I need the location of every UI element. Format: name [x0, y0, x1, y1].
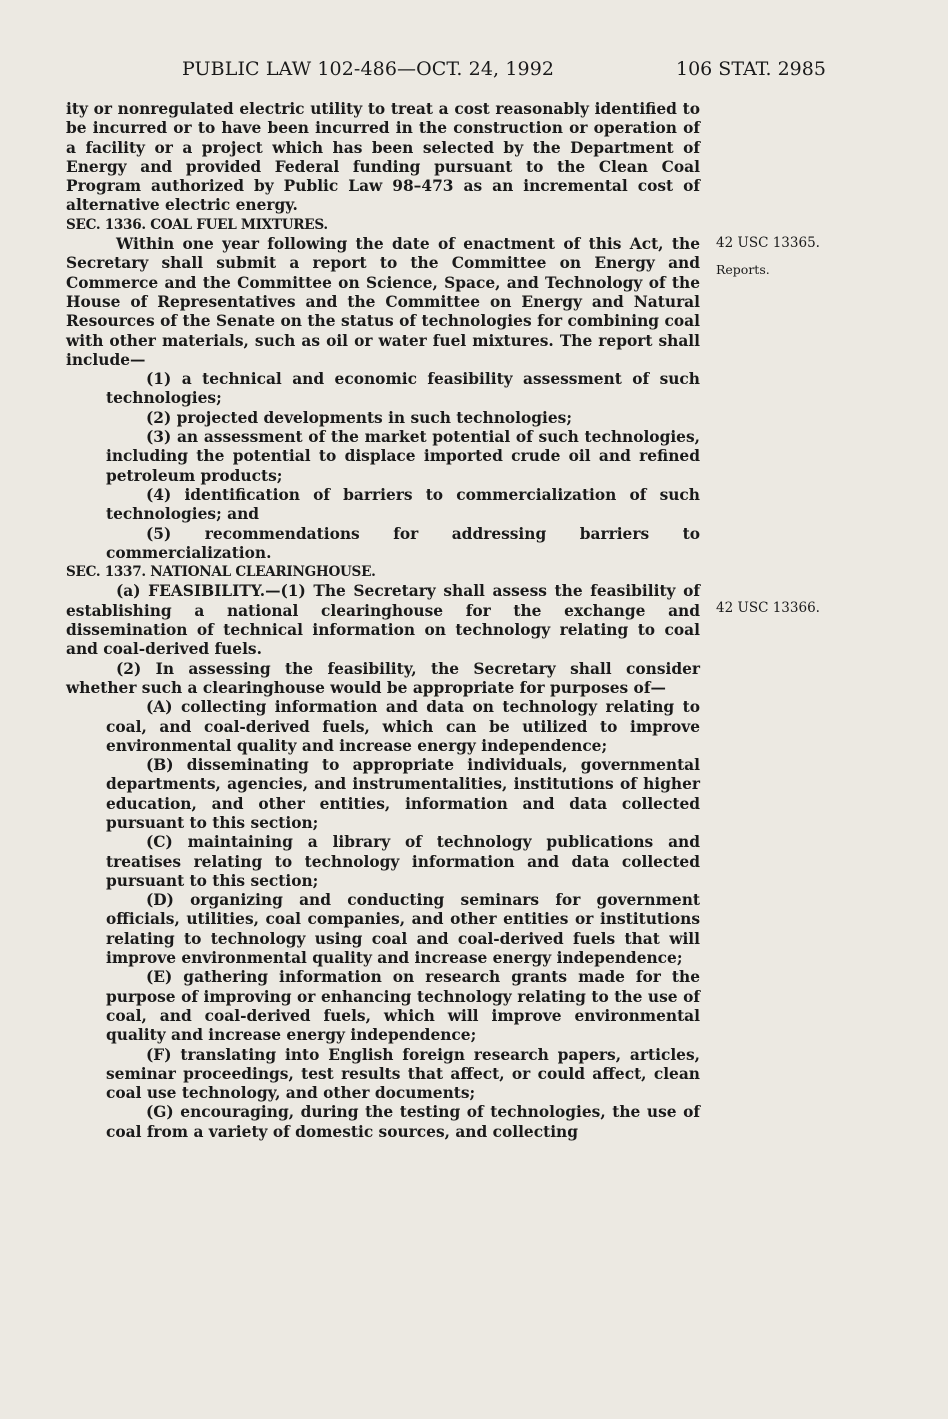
list-item: (1) a technical and economic feasibility assessment of such technologies;: [106, 370, 700, 408]
list-item: (E) gathering information on research grants made for the purpose of improving or enhancing technology relating to the use of coal, and coal-derived fuels, which will improve environmental quality and increase energy independence;: [106, 968, 700, 1045]
list-item: (F) translating into English foreign research papers, articles, seminar proceedings, test results that affect, or could affect, clean coal use technology, and other documents;: [106, 1045, 700, 1103]
list-item: (2) projected developments in such technologies;: [146, 408, 573, 427]
section-1337-list: [66, 698, 700, 1142]
section-1337-para-2: (2) In assessing the feasibility, the Secretary shall consider whether such a clearinghouse would be appropriate for purposes of—: [66, 659, 700, 697]
section-1336-heading: SEC. 1336. COAL FUEL MIXTURES.: [66, 216, 328, 233]
list-item: (A) collecting information and data on technology relating to coal, and coal-derived fuels, which can be utilized to improve environmental quality and increase energy independence;: [106, 698, 700, 755]
statute-page-number: 106 STAT. 2985: [676, 58, 826, 80]
section-1336-text: Within one year following the date of enactment of this Act, the Secretary shall submit a report to the Committee on Energy and Commerce and the Committee on Science, Space, and Technology of the House of Representatives and the Committee on Energy and Natural Resources of the Senate on the status of technologies for combining coal with other materials, such as oil or water fuel mixtures. The report shall include—: [66, 235, 700, 369]
list-item: (4) identification of barriers to commercialization of such technologies; and: [106, 485, 700, 524]
list-item: (C) maintaining a library of technology publications and treatises relating to technology information and data collected pursuant to this section;: [106, 833, 700, 890]
list-item: (B) disseminating to appropriate individuals, governmental departments, agencies, and instrumentalities, institutions of higher education, and other entities, information and data collected pursuant to this section;: [106, 756, 700, 832]
list-item: (3) an assessment of the market potential of such technologies, including the potential to displace imported crude oil and refined petroleum products;: [106, 428, 700, 485]
margin-note-reports: Reports.: [716, 262, 770, 277]
margin-usc-citation-1337: 42 USC 13366.: [716, 600, 820, 616]
list-item: (G) encouraging, during the testing of technologies, the use of coal from a variety of domestic sources, and collecting: [106, 1103, 700, 1141]
list-item: (D) organizing and conducting seminars for government officials, utilities, coal companies, and other entities or institutions relating to technology using coal and coal-derived fuels that will improve environmental quality and increase energy independence;: [106, 891, 700, 968]
margin-usc-citation-1336: 42 USC 13365.: [716, 235, 820, 251]
section-1337-heading: SEC. 1337. NATIONAL CLEARINGHOUSE.: [66, 564, 376, 581]
section-1336-list: [66, 370, 700, 563]
document-body: [66, 100, 700, 1142]
intro-paragraph: ity or nonregulated electric utility to treat a cost reasonably identified to be incurred or to have been incurred in the construction or operation of a facility or a project which has been selected by the Department of Energy and provided Federal funding pursuant to the Clean Coal Program authorized by Public Law 98–473 as an incremental cost of alternative electric energy.: [66, 100, 700, 215]
section-1337-para-a: (a) FEASIBILITY.—(1) The Secretary shall assess the feasibility of establishing a national clearinghouse for the exchange and dissemination of technical information on technology relating to coal and coal-derived fuels.: [66, 582, 700, 659]
list-item: (5) recommendations for addressing barriers to commercialization.: [106, 524, 700, 562]
page-title: PUBLIC LAW 102-486—OCT. 24, 1992: [182, 58, 555, 80]
page-header: [0, 58, 948, 88]
